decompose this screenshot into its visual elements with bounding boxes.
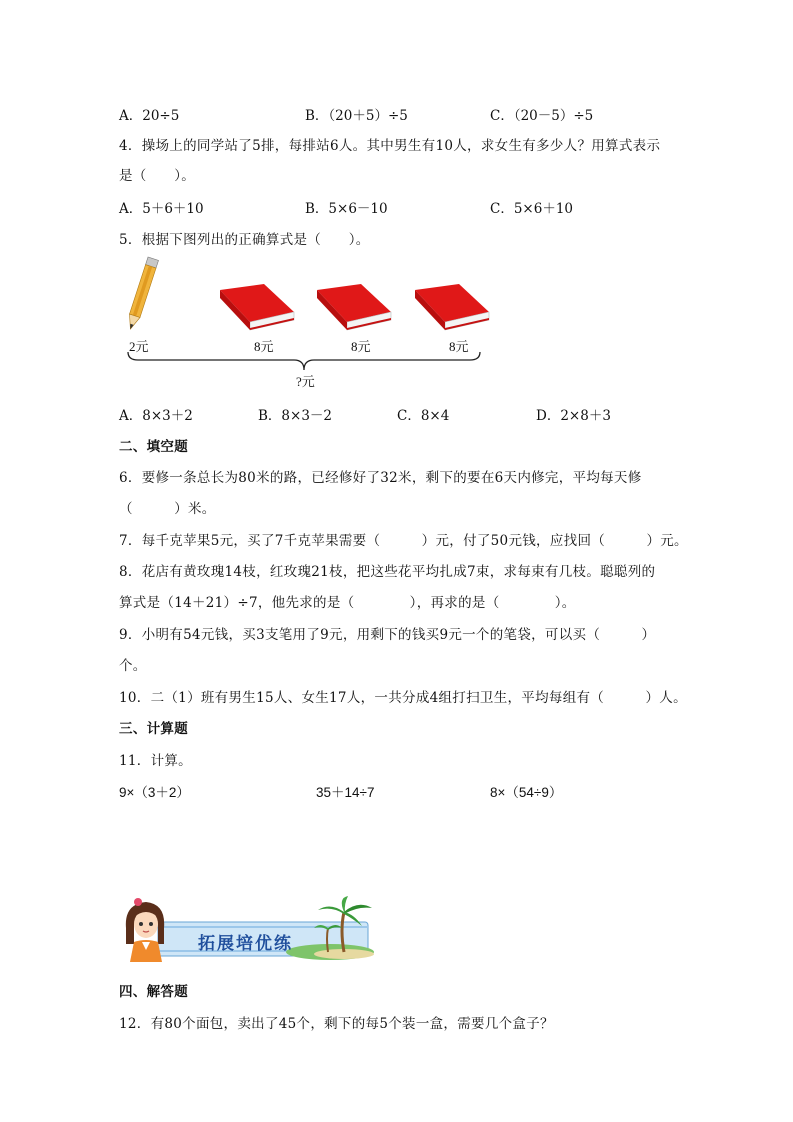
- q4-option-a: A．5＋6＋10: [119, 201, 204, 217]
- section-title-fill-blank: 二、填空题: [119, 439, 188, 455]
- q4-text-line2: 是（ ）。: [119, 168, 196, 184]
- q6-text-line1: 6．要修一条总长为80米的路，已经修好了32米，剩下的要在6天内修完，平均每天修: [119, 470, 642, 486]
- book-price: 8元: [351, 339, 371, 354]
- book-icon: [315, 282, 395, 332]
- q4-option-b: B．5×6－10: [305, 201, 388, 217]
- q8-text-line2: 算式是（14＋21）÷7，他先求的是（ ），再求的是（ ）。: [119, 595, 576, 611]
- q5-option-c: C．8×4: [397, 408, 450, 424]
- q3-option-a: A．20÷5: [119, 108, 180, 124]
- extension-banner: [118, 896, 376, 962]
- q5-text: 5．根据下图列出的正确算式是（ ）。: [119, 232, 370, 248]
- q5-option-b: B．8×3－2: [258, 408, 332, 424]
- q9-text-line2: 个。: [119, 658, 147, 674]
- q5-option-a: A．8×3＋2: [119, 408, 193, 424]
- q11-text: 11．计算。: [119, 753, 192, 769]
- q6-text-line2: （ ）米。: [119, 501, 216, 517]
- q7-text: 7．每千克苹果5元，买了7千克苹果需要（ ）元，付了50元钱，应找回（ ）元。: [119, 533, 688, 549]
- book-price: 8元: [449, 339, 469, 354]
- curly-brace: [124, 350, 484, 372]
- q3-option-c: C．（20－5）÷5: [490, 108, 594, 124]
- section-title-calculation: 三、计算题: [119, 721, 188, 737]
- q9-text-line1: 9．小明有54元钱，买3支笔用了9元，用剩下的钱买9元一个的笔袋，可以买（ ）: [119, 627, 656, 643]
- book-icon: [413, 282, 493, 332]
- section-title-answer: 四、解答题: [119, 984, 188, 1000]
- pencil-icon: [122, 255, 162, 335]
- total-price: ?元: [296, 374, 315, 389]
- pencil-price: 2元: [129, 339, 149, 354]
- calc-item: 35＋14÷7: [316, 785, 375, 800]
- q12-text: 12．有80个面包，卖出了45个，剩下的每5个装一盒，需要几个盒子？: [119, 1016, 554, 1032]
- calc-item: 9×（3＋2）: [119, 785, 190, 800]
- q5-option-d: D．2×8＋3: [536, 408, 611, 424]
- calc-item: 8×（54÷9）: [490, 785, 563, 800]
- book-icon: [218, 282, 298, 332]
- q4-option-c: C．5×6＋10: [490, 201, 573, 217]
- banner-title: 拓展培优练: [198, 934, 293, 954]
- girl-character-icon: [118, 898, 174, 962]
- q8-text-line1: 8．花店有黄玫瑰14枝，红玫瑰21枝，把这些花平均扎成7束，求每束有几枝。聪聪列的: [119, 564, 656, 580]
- q10-text: 10．二（1）班有男生15人、女生17人，一共分成4组打扫卫生，平均每组有（ ）人。: [119, 690, 687, 706]
- palm-tree-icon: [314, 896, 376, 956]
- book-price: 8元: [254, 339, 274, 354]
- q4-text-line1: 4．操场上的同学站了5排，每排站6人。其中男生有10人，求女生有多少人？用算式表示: [119, 138, 661, 154]
- q3-option-b: B．（20＋5）÷5: [305, 108, 408, 124]
